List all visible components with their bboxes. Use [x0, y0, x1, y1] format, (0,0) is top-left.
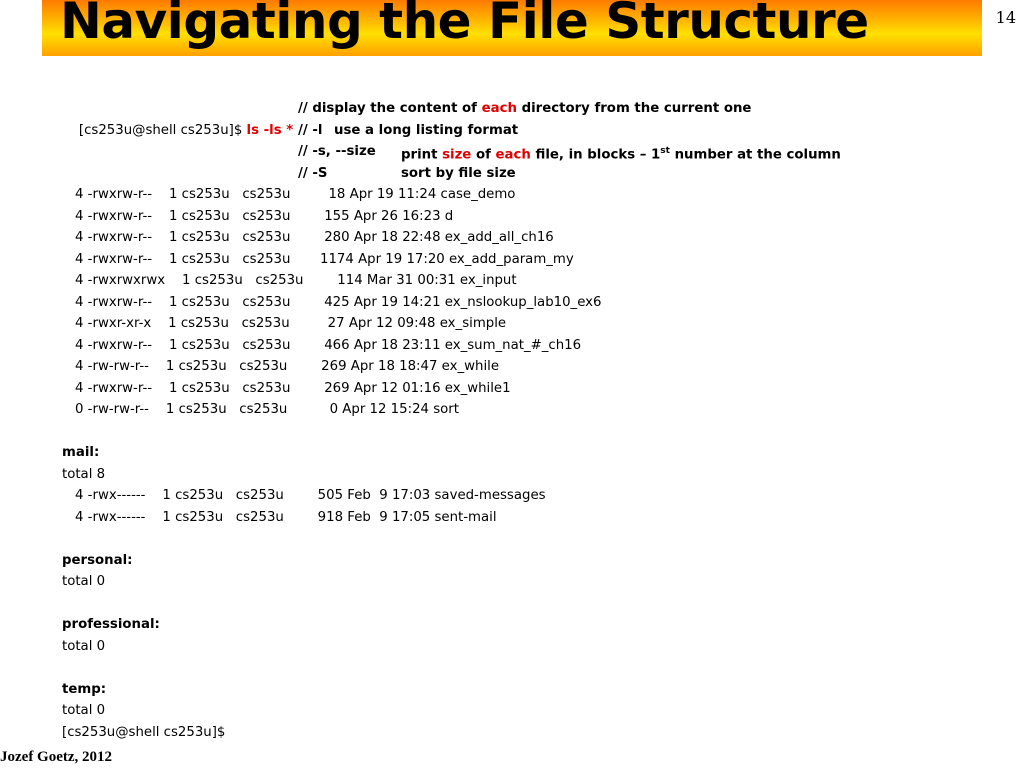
list-item: 4 -rwxrw-r-- 1 cs253u cs253u 1174 Apr 19 17:20 ex_add_param_my	[75, 251, 574, 267]
comment-l-option: // -l use a long listing format	[298, 122, 519, 138]
dir-total-personal: total 0	[62, 574, 106, 589]
footer-author: Jozef Goetz, 2012	[0, 749, 113, 765]
list-item: 4 -rwxrw-r-- 1 cs253u cs253u 425 Apr 19 14:21 ex_nslookup_lab10_ex6	[75, 294, 602, 310]
dir-heading-personal: personal:	[62, 552, 133, 568]
list-item: 4 -rwxrw-r-- 1 cs253u cs253u 18 Apr 19 11:24 case_demo	[75, 187, 516, 202]
slide-number: 14	[995, 8, 1016, 27]
dir-total-professional: total 0	[62, 638, 106, 654]
dir-heading-professional: professional:	[62, 617, 160, 632]
comment-s-option: // -s, --size print size of each file, in blocks – 1st number at the column	[298, 144, 841, 163]
spacer	[62, 421, 1004, 443]
list-item: 4 -rwx------ 1 cs253u cs253u 505 Feb 9 17:03 saved-messages	[75, 488, 546, 503]
terminal-output	[62, 98, 1004, 743]
dir-total-temp: total 0	[62, 703, 106, 718]
list-item: 4 -rwxr-xr-x 1 cs253u cs253u 27 Apr 12 09:48 ex_simple	[75, 316, 507, 331]
comment-S-option: // -S sort by file size	[298, 165, 516, 181]
title-banner	[42, 0, 982, 56]
spacer	[62, 657, 1004, 679]
list-item: 0 -rw-rw-r-- 1 cs253u cs253u 0 Apr 12 15:24 sort	[75, 402, 459, 417]
spacer	[62, 593, 1004, 615]
dir-heading-mail: mail:	[62, 445, 100, 460]
list-item: 4 -rwxrw-r-- 1 cs253u cs253u 269 Apr 12 01:16 ex_while1	[75, 380, 511, 396]
list-item: 4 -rwxrw-r-- 1 cs253u cs253u 155 Apr 26 16:23 d	[75, 208, 454, 224]
shell-prompt: [cs253u@shell cs253u]$	[78, 122, 247, 138]
dir-total-mail: total 8	[62, 466, 106, 482]
slide-title: Navigating the File Structure	[60, 0, 869, 50]
list-item: 4 -rwxrw-r-- 1 cs253u cs253u 280 Apr 18 22:48 ex_add_all_ch16	[75, 230, 554, 245]
list-item: 4 -rw-rw-r-- 1 cs253u cs253u 269 Apr 18 18:47 ex_while	[75, 359, 500, 374]
list-item: 4 -rwx------ 1 cs253u cs253u 918 Feb 9 17:05 sent-mail	[75, 509, 497, 525]
spacer	[62, 528, 1004, 550]
ls-command: ls -ls *	[246, 122, 294, 138]
dir-heading-temp: temp:	[62, 681, 107, 697]
final-prompt: [cs253u@shell cs253u]$	[62, 724, 226, 740]
list-item: 4 -rwxrw-r-- 1 cs253u cs253u 466 Apr 18 23:11 ex_sum_nat_#_ch16	[75, 337, 582, 353]
comment-display: // display the content of each directory from the current one	[298, 101, 752, 116]
file-listing	[62, 184, 1004, 421]
list-item: 4 -rwxrwxrwx 1 cs253u cs253u 114 Mar 31 00:31 ex_input	[75, 273, 517, 288]
